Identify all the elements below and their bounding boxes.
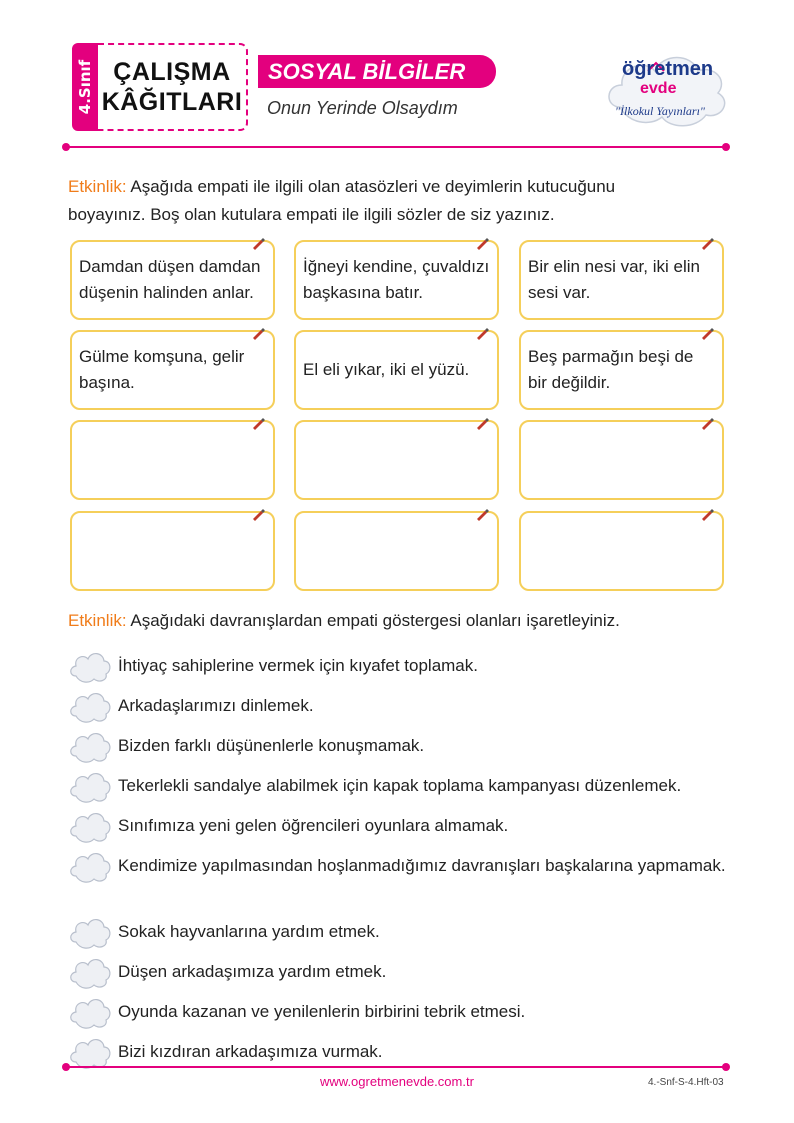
logo-sub: evde bbox=[640, 80, 677, 97]
activity1-line1: Aşağıda empati ile ilgili olan atasözleri ve deyimlerin kutucuğunu bbox=[130, 177, 616, 196]
activity2-instruction bbox=[68, 607, 748, 635]
cloud-checkbox-icon[interactable] bbox=[68, 766, 112, 804]
title-line-2: KÂĞITLARI bbox=[101, 88, 243, 116]
behavior-item bbox=[68, 726, 748, 764]
behavior-text: Oyunda kazanan ve yenilenlerin birbirini tebrik etmesi. bbox=[118, 1002, 526, 1021]
crayon-icon bbox=[700, 507, 714, 521]
behavior-text: Sınıfımıza yeni gelen öğrencileri oyunlara almamak. bbox=[118, 816, 509, 835]
crayon-icon bbox=[475, 236, 489, 250]
activity1-line2: boyayınız. Boş olan kutulara empati ile ilgili sözler de siz yazınız. bbox=[68, 205, 555, 224]
activity1-label: Etkinlik: bbox=[68, 177, 127, 196]
proverb-box[interactable] bbox=[519, 420, 724, 500]
cloud-checkbox-icon[interactable] bbox=[68, 646, 112, 684]
cloud-checkbox-icon[interactable] bbox=[68, 686, 112, 724]
behavior-item bbox=[68, 952, 748, 990]
behavior-text: Tekerlekli sandalye alabilmek için kapak toplama kampanyası düzenlemek. bbox=[118, 776, 682, 795]
footer-divider bbox=[66, 1066, 726, 1068]
header-divider bbox=[66, 146, 726, 148]
crayon-icon bbox=[700, 326, 714, 340]
crayon-icon bbox=[251, 416, 265, 430]
cloud-checkbox-icon[interactable] bbox=[68, 806, 112, 844]
behavior-text: Kendimize yapılmasından hoşlanmadığımız davranışları başkalarına yapmamak. bbox=[118, 856, 726, 875]
cloud-checkbox-icon[interactable] bbox=[68, 912, 112, 950]
grade-label: 4.Sınıf bbox=[76, 59, 94, 115]
proverb-box[interactable] bbox=[519, 240, 724, 320]
cloud-checkbox-icon[interactable] bbox=[68, 992, 112, 1030]
behavior-item bbox=[68, 646, 748, 684]
crayon-icon bbox=[251, 236, 265, 250]
behavior-text: Düşen arkadaşımıza yardım etmek. bbox=[118, 962, 387, 981]
proverb-box[interactable] bbox=[294, 330, 499, 410]
cloud-checkbox-icon[interactable] bbox=[68, 726, 112, 764]
proverb-text: El eli yıkar, iki el yüzü. bbox=[303, 360, 470, 379]
proverb-text: Beş parmağın beşi de bir değildir. bbox=[528, 347, 694, 392]
behavior-item bbox=[68, 686, 748, 724]
proverb-box[interactable] bbox=[294, 511, 499, 591]
behavior-text: Bizden farklı düşünenlerle konuşmamak. bbox=[118, 736, 425, 755]
proverb-box[interactable] bbox=[294, 240, 499, 320]
behavior-item bbox=[68, 992, 748, 1030]
activity2-label: Etkinlik: bbox=[68, 611, 127, 630]
proverb-box[interactable] bbox=[519, 511, 724, 591]
logo-tagline: "İlkokul Yayınları" bbox=[615, 104, 705, 118]
behavior-item bbox=[68, 1032, 748, 1070]
worksheet-title bbox=[98, 43, 248, 131]
proverb-box[interactable] bbox=[294, 420, 499, 500]
proverb-text: Bir elin nesi var, iki elin sesi var. bbox=[528, 257, 700, 302]
cloud-checkbox-icon[interactable] bbox=[68, 1032, 112, 1070]
crayon-icon bbox=[475, 326, 489, 340]
crayon-icon bbox=[700, 236, 714, 250]
proverb-text: Damdan düşen damdan düşenin halinden anlar. bbox=[79, 257, 261, 302]
proverb-box[interactable] bbox=[70, 330, 275, 410]
behavior-item bbox=[68, 806, 748, 844]
subject-banner: SOSYAL BİLGİLER bbox=[258, 55, 496, 88]
behavior-item bbox=[68, 846, 748, 884]
cloud-checkbox-icon[interactable] bbox=[68, 952, 112, 990]
crayon-icon bbox=[251, 326, 265, 340]
behavior-text: Sokak hayvanlarına yardım etmek. bbox=[118, 922, 380, 941]
proverb-box[interactable] bbox=[70, 240, 275, 320]
unit-name: Onun Yerinde Olsaydım bbox=[267, 98, 458, 118]
proverb-text: Gülme komşuna, gelir başına. bbox=[79, 347, 245, 392]
footer-code: 4.-Snf-S-4.Hft-03 bbox=[648, 1077, 724, 1088]
proverb-box[interactable] bbox=[519, 330, 724, 410]
footer-url[interactable]: www.ogretmenevde.com.tr bbox=[320, 1074, 474, 1089]
crayon-icon bbox=[251, 507, 265, 521]
proverb-box[interactable] bbox=[70, 511, 275, 591]
cloud-checkbox-icon[interactable] bbox=[68, 846, 112, 884]
crayon-icon bbox=[700, 416, 714, 430]
activity1-instruction bbox=[68, 173, 748, 229]
behavior-item bbox=[68, 766, 748, 804]
logo-text: öğretmen bbox=[622, 58, 714, 80]
grade-tab bbox=[72, 43, 98, 131]
proverb-text: İğneyi kendine, çuvaldızı başkasına batır. bbox=[303, 257, 490, 302]
title-line-1: ÇALIŞMA bbox=[113, 58, 231, 86]
behavior-item bbox=[68, 912, 748, 950]
crayon-icon bbox=[475, 416, 489, 430]
proverb-box[interactable] bbox=[70, 420, 275, 500]
behavior-text: Bizi kızdıran arkadaşımıza vurmak. bbox=[118, 1042, 383, 1061]
behavior-text: Arkadaşlarımızı dinlemek. bbox=[118, 696, 314, 715]
behavior-text: İhtiyaç sahiplerine vermek için kıyafet toplamak. bbox=[118, 656, 478, 675]
activity2-text: Aşağıdaki davranışlardan empati göstergesi olanları işaretleyiniz. bbox=[130, 611, 620, 630]
crayon-icon bbox=[475, 507, 489, 521]
